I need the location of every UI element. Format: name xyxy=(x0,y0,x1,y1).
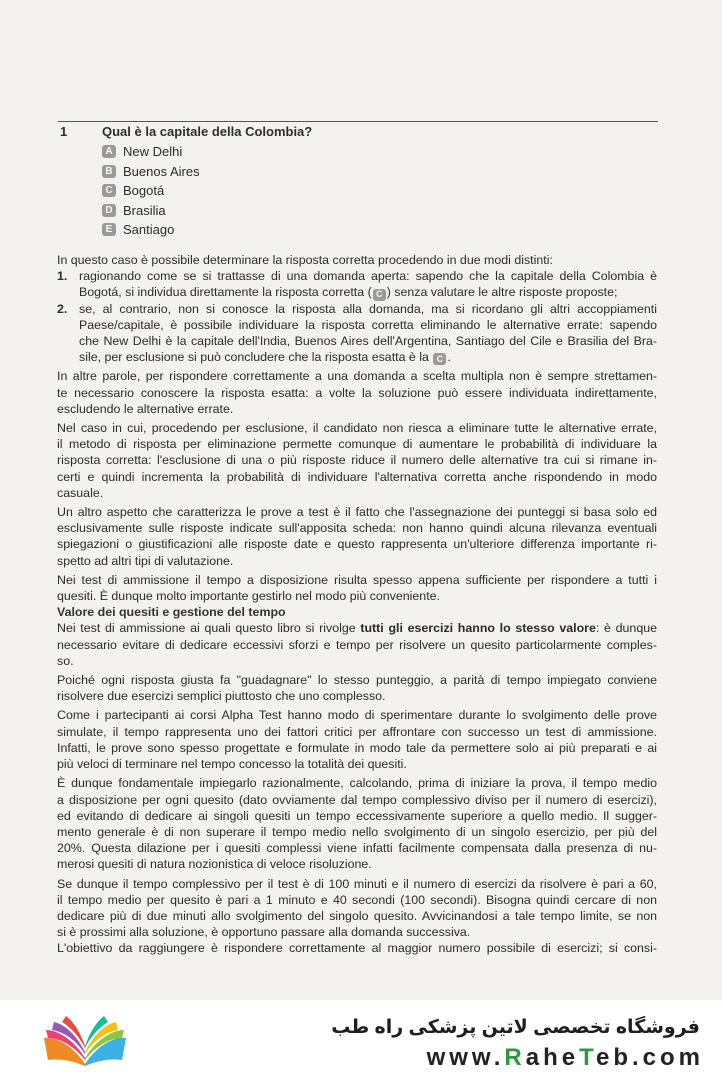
option-d xyxy=(102,201,200,221)
option-text: Bogotá xyxy=(123,183,165,199)
option-letter-badge: A xyxy=(102,145,116,158)
open-book-rainbow-logo xyxy=(40,1014,130,1068)
text-line: Bogotá, si individua direttamente la risposta corretta ( C ) senza valutare le altre risposte proposte; xyxy=(79,285,618,300)
paragraph-objective-cutoff: L'obiettivo da raggiungere è rispondere correttamente al maggior numero possibile di esercizi; si consi- xyxy=(57,941,657,956)
text-line: Paese/capitale, è possibile individuare la risposta corretta eliminando le alternative errate: sapendo xyxy=(79,317,657,332)
option-b xyxy=(102,162,200,182)
option-letter-badge: D xyxy=(102,204,116,217)
option-letter-badge: B xyxy=(102,165,116,178)
option-c xyxy=(102,181,200,201)
option-text: Buenos Aires xyxy=(123,163,200,179)
paragraph-other-words: In altre parole, per rispondere correttamente a una domanda a scelta multipla non è sempre strettamen- te necessario conoscere la risposta esatta: a volte la soluzione può essere individuata indirettamente, escludendo le alternative errate. xyxy=(57,369,657,416)
option-letter-badge: C xyxy=(102,184,116,197)
paragraph-same-score: Poiché ogni risposta giusta fa "guadagnare" lo stesso punteggio, a parità di tempo impiegato conviene risolvere due esercizi semplici piuttosto che uno complesso. xyxy=(57,673,657,704)
item-number: 2. xyxy=(57,301,68,316)
question-number: 1 xyxy=(60,124,68,139)
top-rule xyxy=(58,121,658,122)
paragraph-time: Nei test di ammissione il tempo a disposizione risulta spesso appena sufficiente per rispondere a tutti i quesiti. È dunque molto importante gestirlo nel modo più conveniente. xyxy=(57,572,657,604)
paragraph-scoring: Un altro aspetto che caratterizza le prove a test è il fatto che l'assegnazione dei punteggi si basa solo ed esclusivamente sulle risposte indicate sull'apposita scheda: non hanno quindi alcuna rilevanza eventuali spiegazioni o giustificazioni alle risposte date e questo rappresenta un'ulteriore differenza importante ri- spetto ad altri tipi di valutazione. xyxy=(57,505,657,568)
text-line: se, al contrario, non si conosce la risposta alla domanda, ma si ricordano gli altri accoppiamenti xyxy=(79,301,657,316)
method-item-2 xyxy=(57,301,657,366)
option-text: New Delhi xyxy=(123,144,183,160)
method-item-1 xyxy=(57,268,657,300)
paragraph-alpha-test: Come i partecipanti ai corsi Alpha Test hanno modo di sperimentare durante lo svolgimento delle prove simulate, il tempo rappresenta uno dei fattori critici per affrontare con successo un test di ammissione. Infatti, le prove sono spesso progettate e formulate in modo tale da permettere solo ai più preparati e ai più veloci di terminare nel tempo concesso la totalità dei quesiti. xyxy=(57,708,657,772)
section-heading: Valore dei quesiti e gestione del tempo xyxy=(57,605,286,620)
paragraph-exclusion: Nel caso in cui, procedendo per esclusione, il candidato non riesca a eliminare tutte le alternative errate, il metodo di risposta per eliminazione permette comunque di aumentare le probabilità di individuare la risposta corretta: l'esclusione di una o più risposte riduce il numero delle alternative tra cui si rimane in- certi e quindi incrementa la probabilità di individuare l'alternativa corretta anche rispondendo in modo casuale. xyxy=(57,421,657,500)
question-text: Qual è la capitale della Colombia? xyxy=(102,124,313,139)
paragraph-average-time: È dunque fondamentale impiegarlo razionalmente, calcolando, prima di iniziare la prova, il tempo medio a disposizione per ogni quesito (dato ovviamente dal tempo complessivo diviso per il numero di esercizi), ed evitando di dedicare ai singoli quesiti un tempo eccessivamente superiore a quello medio. Il sugger- mento generale è di non superare il tempo medio nello svolgimento di un singolo esercizio, per più del 20%. Questa dilazione per i quesiti complessi viene infatti facilmente compensata dalla presenza di nu- merosi quesiti di natura nozionistica di veloce risoluzione. xyxy=(57,776,657,872)
website-url: www.RaheTeb.com xyxy=(426,1044,704,1071)
option-a xyxy=(102,142,200,162)
body-text xyxy=(57,252,657,957)
answer-c-badge: C xyxy=(373,289,386,301)
answer-c-badge: C xyxy=(433,353,446,365)
paragraph-equal-value: Nei test di ammissione ai quali questo libro si rivolge tutti gli esercizi hanno lo stesso valore: è dunque necessario evitare di dedicare eccessivi sforzi e tempo per risolvere un quesito particolarmente comples- so. xyxy=(57,621,657,668)
text-line: che New Delhi è la capitale dell'India, Buenos Aires dell'Argentina, Santiago del Cile e Brasilia del Bra- xyxy=(79,334,657,349)
answer-options xyxy=(102,142,200,240)
text-line: sile, per esclusione si può concludere che la risposta esatta è la C . xyxy=(79,350,451,365)
store-banner xyxy=(0,1000,722,1080)
emphasis-text: tutti gli esercizi hanno lo stesso valore xyxy=(360,621,596,636)
item-number: 1. xyxy=(57,269,68,284)
option-e xyxy=(102,220,200,240)
option-letter-badge: E xyxy=(102,223,116,236)
store-name: فروشگاه تخصصی لاتین پزشکی راه طب xyxy=(331,1017,700,1038)
option-text: Brasilia xyxy=(123,202,166,218)
text-line: ragionando come se si trattasse di una domanda aperta: sapendo che la capitale della Colombia è xyxy=(79,269,657,284)
paragraph-example: Se dunque il tempo complessivo per il test è di 100 minuti e il numero di esercizi da risolvere è pari a 60, il tempo medio per quesito è pari a 1 minuto e 40 secondi (100 secondi). Bisogna quindi cercare di non dedicare più di due minuti allo svolgimento del singolo quesito. Avvicinandosi a tale tempo limite, se non si è prossimi alla soluzione, è opportuno passare alla domanda successiva. xyxy=(57,876,657,940)
intro-paragraph: In questo caso è possibile determinare la risposta corretta procedendo in due modi distinti: xyxy=(57,253,553,267)
option-text: Santiago xyxy=(123,222,175,238)
